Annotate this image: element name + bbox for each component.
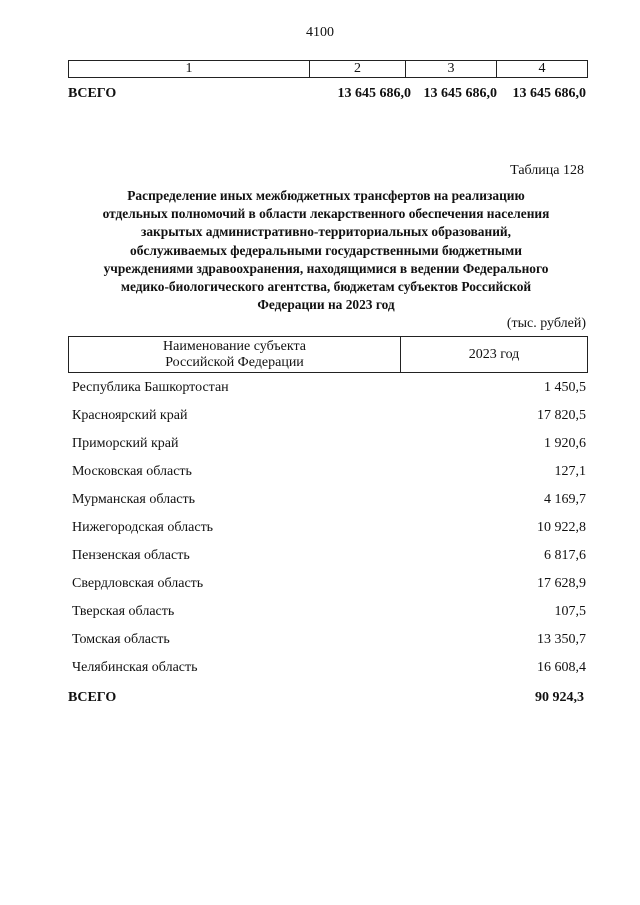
header-region-name-line1: Наименование субъекта bbox=[163, 339, 306, 354]
table-row bbox=[72, 464, 586, 492]
header-year: 2023 год bbox=[468, 346, 520, 362]
title-line: учреждениями здравоохранения, находящимися в ведении Федерального bbox=[103, 260, 549, 276]
units-label: (тыс. рублей) bbox=[506, 316, 586, 331]
region-value: 4 169,7 bbox=[544, 492, 586, 507]
table-header bbox=[68, 336, 588, 373]
region-name: Тверская область bbox=[72, 604, 175, 619]
region-name: Челябинская область bbox=[72, 660, 198, 675]
continuation-total-label: ВСЕГО bbox=[68, 86, 117, 101]
title-line: Распределение иных межбюджетных трансфертов на реализацию bbox=[127, 188, 525, 203]
table-row bbox=[72, 660, 586, 688]
table-number-label: Таблица 128 bbox=[510, 163, 584, 178]
region-value: 1 920,6 bbox=[544, 436, 586, 451]
region-value: 16 608,4 bbox=[537, 660, 586, 675]
region-value: 17 628,9 bbox=[537, 576, 586, 591]
column-number-1: 1 bbox=[69, 61, 310, 77]
table-row bbox=[72, 380, 586, 408]
title-line: закрытых административно-территориальных образований, bbox=[140, 224, 511, 240]
table-row bbox=[72, 436, 586, 464]
region-value: 6 817,6 bbox=[544, 548, 586, 563]
region-value: 17 820,5 bbox=[537, 408, 586, 423]
table-row bbox=[72, 604, 586, 632]
column-number-2: 2 bbox=[310, 61, 406, 77]
region-name: Томская область bbox=[72, 632, 170, 647]
region-value: 10 922,8 bbox=[537, 520, 586, 535]
region-name: Пензенская область bbox=[72, 548, 190, 563]
header-region-name bbox=[69, 337, 401, 372]
region-value: 13 350,7 bbox=[537, 632, 586, 647]
table-row bbox=[72, 408, 586, 436]
region-name: Красноярский край bbox=[72, 408, 188, 423]
region-value: 1 450,5 bbox=[544, 380, 586, 395]
region-value: 127,1 bbox=[554, 464, 586, 479]
title-line: обслуживаемых федеральными государственными бюджетными bbox=[130, 242, 522, 258]
region-value: 107,5 bbox=[554, 604, 586, 619]
table-title bbox=[60, 187, 592, 314]
region-name: Приморский край bbox=[72, 436, 179, 451]
continuation-total-row bbox=[68, 86, 588, 106]
continuation-total-value-1: 13 645 686,0 bbox=[337, 86, 411, 101]
table-row bbox=[72, 520, 586, 548]
table-row bbox=[72, 576, 586, 604]
grand-total-value: 90 924,3 bbox=[535, 690, 584, 705]
page-number: 4100 bbox=[306, 25, 334, 40]
region-name: Мурманская область bbox=[72, 492, 196, 507]
continuation-total-value-3: 13 645 686,0 bbox=[512, 86, 586, 101]
region-name: Свердловская область bbox=[72, 576, 204, 591]
table-row bbox=[72, 632, 586, 660]
continuation-column-header bbox=[68, 60, 588, 78]
column-number-3: 3 bbox=[406, 61, 497, 77]
table-body bbox=[72, 380, 586, 688]
region-name: Республика Башкортостан bbox=[72, 380, 229, 395]
grand-total-label: ВСЕГО bbox=[68, 690, 117, 705]
column-number-4: 4 bbox=[538, 61, 546, 76]
table-row bbox=[72, 548, 586, 576]
region-name: Московская область bbox=[72, 464, 192, 479]
title-line: Федерации на 2023 год bbox=[257, 297, 395, 313]
header-region-name-line2: Российской Федерации bbox=[165, 355, 304, 370]
continuation-total-value-2: 13 645 686,0 bbox=[423, 86, 497, 101]
title-line: отдельных полномочий в области лекарственного обеспечения населения bbox=[102, 206, 550, 222]
title-line: медико-биологического агентства, бюджетам субъектов Российской bbox=[120, 279, 532, 295]
table-row bbox=[72, 492, 586, 520]
region-name: Нижегородская область bbox=[72, 520, 214, 535]
